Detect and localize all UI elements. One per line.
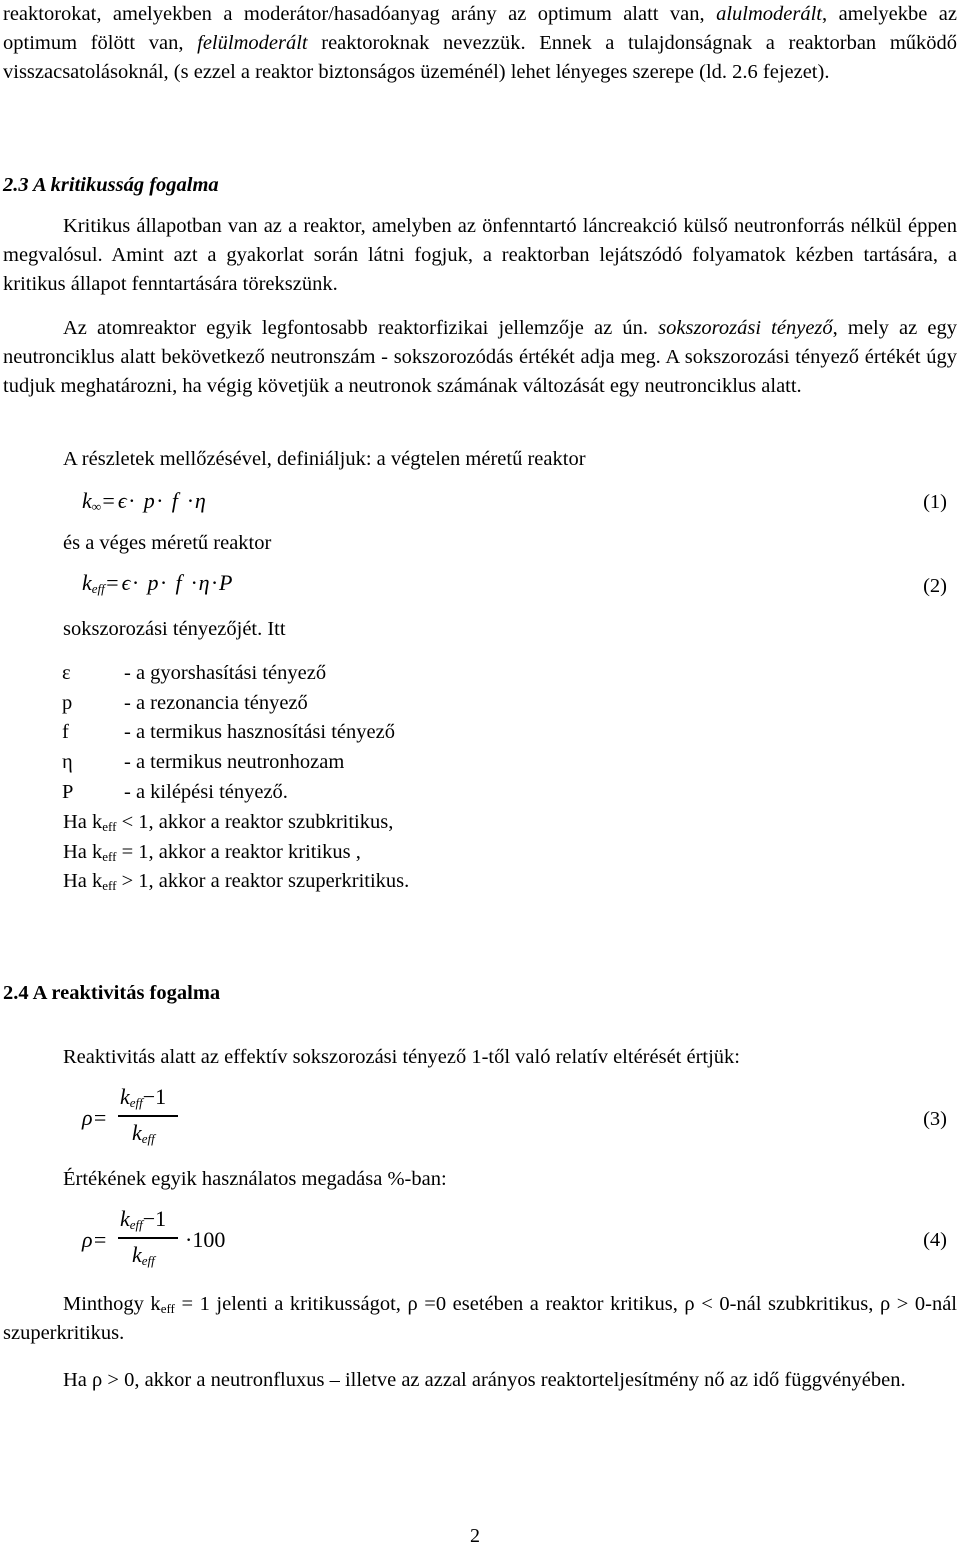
cond-2-pre: Ha k [63, 870, 103, 892]
eq3-num-k: k [120, 1084, 130, 1109]
p2-text-c: , mely az egy neutronciklus alatt bekövetkező neutronszám - sokszorozódás értékét adja meg. A sokszorozási tényező értékét úgy tudjuk meghatározni, ha végig követjük a neutronok számának változását egy neutronciklus alatt. [3, 317, 957, 397]
eq3-num-sub: eff [129, 1095, 143, 1110]
equation-4-number: (4) [923, 1229, 947, 1251]
equation-1-number: (1) [923, 491, 947, 513]
eq3-lhs: ρ= [82, 1105, 108, 1130]
eq2-sub: eff [91, 581, 105, 596]
equation-2 [82, 568, 234, 597]
term-felulmoderalt: felülmoderált [197, 32, 308, 54]
eq2-rest: =ϵ· p· f ·η·P [104, 570, 235, 595]
intro-paragraph [3, 0, 957, 87]
section-2-3-paragraph-5: sokszorozási tényezőjét. Itt [63, 618, 286, 640]
section-2-4-paragraph-3 [3, 1290, 957, 1348]
eq1-rest: =ϵ· p· f ·η [101, 488, 208, 513]
section-2-3-heading: 2.3 A kritikusság fogalma [3, 174, 219, 196]
eq3-num-rest: −1 [142, 1084, 167, 1109]
eq3-fraction-bar [118, 1115, 178, 1117]
section-2-4-paragraph-2: Értékének egyik használatos megadása %-ban: [63, 1168, 447, 1190]
term-sokszorozasi-tenyezo: sokszorozási tényező [658, 317, 833, 339]
intro-text-e: reaktoroknak nevezzük. Ennek a tulajdonságnak a reaktorban működő visszacsatolásoknál, (s ezzel a reaktor biztonságos üzeménél) lehet lényeges szerepe (ld. 2.6 fejezet). [3, 32, 958, 83]
eq4-den-k: k [132, 1242, 142, 1267]
cond-0-post: < 1, akkor a reaktor szubkritikus, [116, 811, 394, 833]
section-2-3-paragraph-4: és a véges méretű reaktor [63, 532, 272, 554]
cond-0-sub: eff [102, 819, 117, 834]
eq4-num-sub: eff [129, 1217, 143, 1232]
section-2-4-paragraph-1: Reaktivitás alatt az effektív sokszorozási tényező 1-től való relatív eltérését értjük: [63, 1046, 741, 1068]
section-2-3-paragraph-2 [3, 314, 957, 401]
term-alulmoderalt: alulmoderált [716, 3, 823, 25]
cond-1-pre: Ha k [63, 841, 103, 863]
cond-2-sub: eff [102, 878, 117, 893]
symbol-eta-desc: - a termikus neutronhozam [124, 751, 345, 773]
symbol-eta: η [62, 751, 73, 773]
cond-2-post: > 1, akkor a reaktor szuperkritikus. [116, 870, 410, 892]
cond-1-post: = 1, akkor a reaktor kritikus , [116, 841, 361, 863]
eq2-k: k [82, 570, 92, 595]
eq4-num-k: k [120, 1206, 130, 1231]
eq4-den-sub: eff [141, 1253, 155, 1268]
p3-sub: eff [160, 1301, 175, 1316]
equation-4 [82, 1204, 282, 1274]
eq4-fraction-bar [118, 1237, 178, 1239]
condition-supercritical [63, 867, 409, 896]
equation-3 [82, 1082, 282, 1152]
eq4-denominator [132, 1240, 155, 1269]
section-2-4-paragraph-4: Ha ρ > 0, akkor a neutronfluxus – illetve az azzal arányos reaktorteljesítmény nő az idő függvényében. [63, 1369, 906, 1391]
symbol-epsilon-desc: - a gyorshasítási tényező [124, 662, 327, 684]
condition-subcritical [63, 808, 393, 837]
section-2-4-heading: 2.4 A reaktivitás fogalma [3, 982, 221, 1004]
p3-text-a: Minthogy k [63, 1293, 161, 1315]
page-number: 2 [470, 1525, 480, 1547]
eq3-denominator [132, 1118, 155, 1147]
symbol-p-desc: - a rezonancia tényező [124, 692, 308, 714]
intro-text-c: , amelyekbe az optimum fölött van, [3, 3, 957, 54]
intro-text-a: reaktorokat, amelyekben a moderátor/hasadóanyag arány az optimum alatt van, [3, 3, 717, 25]
equation-1 [82, 486, 208, 515]
symbol-epsilon: ε [62, 662, 71, 684]
symbol-p: p [62, 692, 73, 714]
cond-1-sub: eff [102, 849, 117, 864]
condition-critical [63, 838, 361, 867]
p3-text-b: = 1 jelenti a kritikusságot, ρ =0 esetében a reaktor kritikus, ρ < 0-nál szubkritikus, ρ > 0-nál szuperkritikus. [3, 1293, 957, 1344]
symbol-P-desc: - a kilépési tényező. [124, 781, 288, 803]
p2-text-a: Az atomreaktor egyik legfontosabb reaktorfizikai jellemzője az ún. [63, 317, 659, 339]
eq3-den-sub: eff [141, 1131, 155, 1146]
eq3-den-k: k [132, 1120, 142, 1145]
symbol-P: P [62, 781, 74, 803]
equation-3-number: (3) [923, 1108, 947, 1130]
eq1-sub: ∞ [91, 499, 102, 514]
cond-0-pre: Ha k [63, 811, 103, 833]
eq1-k: k [82, 488, 92, 513]
section-2-3-paragraph-1: Kritikus állapotban van az a reaktor, amelyben az önfenntartó láncreakció külső neutronforrás nélkül éppen megvalósul. Amint azt a gyakorlat során látni fogjuk, a reaktorban lejátszódó folyamatok kézben tartására, a kritikus állapot fenntartására törekszünk. [3, 215, 957, 295]
eq4-num-rest: −1 [142, 1206, 167, 1231]
symbol-f-desc: - a termikus hasznosítási tényező [124, 721, 395, 743]
eq3-numerator [120, 1082, 166, 1111]
eq4-multiplier: ·100 [185, 1227, 226, 1252]
symbol-f: f [62, 721, 69, 743]
equation-2-number: (2) [923, 575, 947, 597]
eq4-numerator [120, 1204, 166, 1233]
eq4-lhs: ρ= [82, 1227, 108, 1252]
section-2-3-paragraph-3: A részletek mellőzésével, definiáljuk: a végtelen méretű reaktor [63, 448, 586, 470]
